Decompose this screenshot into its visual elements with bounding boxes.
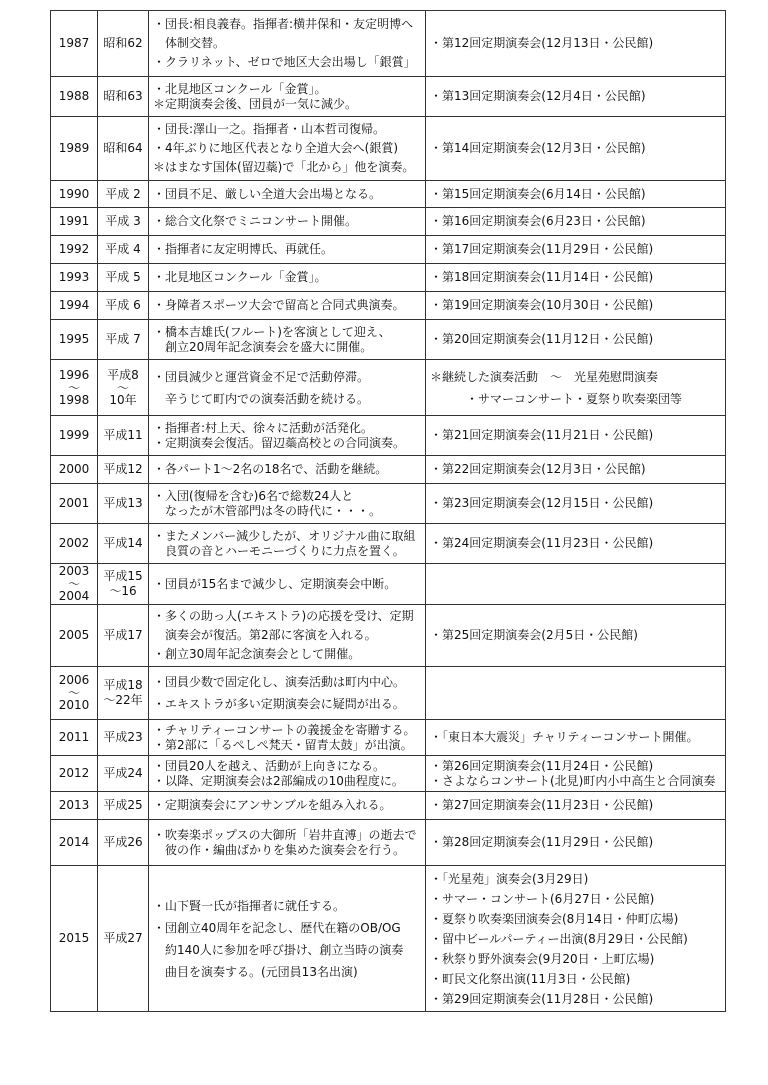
- table-row: [51, 605, 726, 667]
- era-text: 平成 6: [105, 298, 141, 312]
- event-line: ・北見地区コンクール「金賞」。: [153, 81, 327, 96]
- era-cell: [98, 605, 149, 667]
- year-cell: [51, 77, 98, 117]
- year-text: 〜: [67, 382, 80, 393]
- year-text: 〜: [67, 579, 80, 589]
- era-text: 平成 4: [105, 242, 141, 256]
- era-cell: [98, 264, 149, 292]
- concerts-cell: [426, 416, 726, 456]
- concert-line: ・第13回定期演奏会(12月4日・公民館): [430, 89, 646, 103]
- event-line: ・団員20人を越え、活動が上向きになる。: [153, 758, 385, 773]
- events-cell: [149, 605, 426, 667]
- concert-line: ・第23回定期演奏会(12月15日・公民館): [430, 496, 654, 510]
- era-text: 平成17: [103, 628, 143, 642]
- year-text: 2013: [58, 798, 90, 812]
- era-cell: [98, 236, 149, 264]
- event-line: ・第2部に「るぺしぺ梵天・留青太鼓」が出演。: [153, 737, 413, 752]
- year-text: 2000: [58, 462, 90, 476]
- era-cell: [98, 720, 149, 756]
- table-row: [51, 456, 726, 484]
- event-line: 辛うじて町内での演奏活動を続ける。: [153, 391, 370, 406]
- table-row: [51, 208, 726, 236]
- table-row: [51, 667, 726, 720]
- era-cell: [98, 564, 149, 605]
- events-cell: [149, 208, 426, 236]
- concert-line: ・留中ビールパーティー出演(8月29日・公民館): [430, 931, 688, 946]
- event-line: ・総合文化祭でミニコンサート開催。: [153, 214, 358, 228]
- era-cell: [98, 292, 149, 320]
- era-cell: [98, 866, 149, 1012]
- concert-line: ＊継続した演奏活動 〜 光星苑慰問演奏: [430, 369, 659, 384]
- concert-line: ・第22回定期演奏会(12月3日・公民館): [430, 462, 646, 476]
- events-cell: [149, 117, 426, 181]
- history-sheet: [50, 10, 726, 1012]
- concert-line: ・サマーコンサート・夏祭り吹奏楽団等: [430, 391, 683, 406]
- concerts-cell: [426, 484, 726, 524]
- history-table-body: [51, 11, 726, 1012]
- event-line: 体制交替。: [153, 36, 226, 50]
- year-text: 1987: [58, 36, 90, 50]
- era-text: 平成18: [103, 678, 143, 692]
- table-row: [51, 720, 726, 756]
- era-cell: [98, 456, 149, 484]
- table-row: [51, 792, 726, 820]
- concert-line: ・「光星苑」演奏会(3月29日): [430, 871, 589, 886]
- event-line: ・各パート1〜2名の18名で、活動を継続。: [153, 462, 388, 476]
- era-text: 10年: [109, 392, 137, 407]
- year-cell: [51, 208, 98, 236]
- year-text: 1988: [58, 89, 90, 103]
- era-cell: [98, 208, 149, 236]
- era-text: 昭和62: [103, 36, 143, 50]
- event-line: ＊定期演奏会後、団員が一気に減少。: [153, 96, 358, 111]
- era-cell: [98, 117, 149, 181]
- year-text: 1990: [58, 186, 90, 201]
- table-row: [51, 524, 726, 564]
- year-text: 1996: [58, 367, 90, 382]
- era-cell: [98, 181, 149, 208]
- concert-line: ・第19回定期演奏会(10月30日・公民館): [430, 298, 654, 312]
- concert-line: ・第27回定期演奏会(11月23日・公民館): [430, 798, 654, 812]
- year-cell: [51, 416, 98, 456]
- year-text: 2001: [58, 496, 90, 510]
- events-cell: [149, 264, 426, 292]
- era-text: 〜: [116, 382, 129, 393]
- event-line: ・北見地区コンクール「金賞」。: [153, 270, 327, 284]
- era-cell: [98, 320, 149, 360]
- year-cell: [51, 564, 98, 605]
- concert-line: ・夏祭り吹奏楽団演奏会(8月14日・仲町広場): [430, 911, 679, 926]
- concerts-cell: [426, 11, 726, 77]
- events-cell: [149, 292, 426, 320]
- era-text: 平成23: [103, 730, 143, 744]
- era-cell: [98, 667, 149, 720]
- table-row: [51, 264, 726, 292]
- event-line: 創立20周年記念演奏会を盛大に開催。: [153, 339, 373, 354]
- event-line: ・吹奏楽ポップスの大御所「岩井直溥」の逝去で: [153, 827, 417, 842]
- era-text: 平成 7: [105, 332, 141, 346]
- events-cell: [149, 820, 426, 866]
- concerts-cell: [426, 320, 726, 360]
- table-row: [51, 866, 726, 1012]
- event-line: ＊はまなす国体(留辺蘂)で「北から」他を演奏。: [153, 160, 415, 174]
- year-text: 1992: [58, 242, 90, 256]
- year-text: 2002: [58, 536, 90, 550]
- concert-line: ・第14回定期演奏会(12月3日・公民館): [430, 141, 646, 155]
- year-cell: [51, 605, 98, 667]
- era-text: 〜16: [109, 584, 137, 598]
- year-cell: [51, 292, 98, 320]
- concert-line: ・第12回定期演奏会(12月13日・公民館): [430, 36, 654, 50]
- concerts-cell: [426, 820, 726, 866]
- era-text: 平成25: [103, 798, 143, 812]
- era-text: 平成24: [103, 766, 143, 780]
- year-cell: [51, 360, 98, 416]
- table-row: [51, 320, 726, 360]
- era-cell: [98, 416, 149, 456]
- era-text: 平成 2: [105, 186, 141, 201]
- concerts-cell: [426, 77, 726, 117]
- event-line: ・団員少数で固定化し、演奏活動は町内中心。: [153, 675, 406, 689]
- year-cell: [51, 264, 98, 292]
- year-text: 〜: [67, 688, 80, 698]
- era-cell: [98, 11, 149, 77]
- era-text: 昭和63: [103, 89, 143, 103]
- year-text: 2003: [58, 564, 90, 578]
- concert-line: ・町民文化祭出演(11月3日・公民館): [430, 971, 631, 986]
- events-cell: [149, 77, 426, 117]
- concert-line: ・秋祭り野外演奏会(9月20日・上町広場): [430, 951, 655, 966]
- events-cell: [149, 181, 426, 208]
- event-line: ・身障者スポーツ大会で留高と合同式典演奏。: [153, 298, 405, 312]
- era-text: 平成8: [107, 367, 139, 382]
- year-text: 1995: [58, 332, 90, 346]
- year-cell: [51, 320, 98, 360]
- year-cell: [51, 484, 98, 524]
- year-text: 2004: [58, 589, 90, 603]
- event-line: ・定期演奏会復活。留辺蘂高校との合同演奏。: [153, 435, 406, 450]
- year-text: 1991: [58, 214, 90, 228]
- year-text: 2012: [58, 766, 90, 780]
- year-cell: [51, 181, 98, 208]
- era-text: 平成27: [103, 931, 143, 945]
- table-row: [51, 77, 726, 117]
- events-cell: [149, 720, 426, 756]
- era-text: 平成14: [103, 536, 143, 550]
- era-text: 平成 5: [105, 270, 141, 284]
- event-line: ・山下賢一氏が指揮者に就任する。: [153, 898, 346, 913]
- era-text: 平成12: [103, 462, 143, 476]
- events-cell: [149, 320, 426, 360]
- concert-line: ・さよならコンサート(北見)町内小中高生と合同演奏: [430, 773, 716, 788]
- event-line: ・団員が15名まで減少し、定期演奏会中断。: [153, 576, 397, 591]
- concert-line: ・第29回定期演奏会(11月28日・公民館): [430, 991, 654, 1006]
- events-cell: [149, 360, 426, 416]
- concerts-cell: [426, 292, 726, 320]
- concert-line: ・「東日本大震災」チャリティーコンサート開催。: [430, 730, 699, 744]
- concert-line: ・第16回定期演奏会(6月23日・公民館): [430, 214, 646, 228]
- concerts-cell: [426, 667, 726, 720]
- year-cell: [51, 820, 98, 866]
- events-cell: [149, 866, 426, 1012]
- events-cell: [149, 564, 426, 605]
- year-cell: [51, 866, 98, 1012]
- year-text: 2015: [58, 931, 90, 945]
- era-text: 昭和64: [103, 141, 143, 155]
- event-line: ・エキストラが多い定期演奏会に疑問が出る。: [153, 697, 405, 711]
- table-row: [51, 117, 726, 181]
- era-text: 平成26: [103, 835, 143, 849]
- event-line: ・団創立40周年を記念し、歴代在籍のOB/OG: [153, 920, 401, 935]
- table-row: [51, 416, 726, 456]
- concerts-cell: [426, 792, 726, 820]
- concerts-cell: [426, 181, 726, 208]
- year-cell: [51, 756, 98, 792]
- year-cell: [51, 456, 98, 484]
- year-text: 1989: [58, 141, 90, 155]
- concerts-cell: [426, 866, 726, 1012]
- events-cell: [149, 416, 426, 456]
- year-cell: [51, 792, 98, 820]
- concert-line: ・第17回定期演奏会(11月29日・公民館): [430, 242, 654, 256]
- event-line: ・指揮者に友定明博氏、再就任。: [153, 242, 334, 256]
- events-cell: [149, 484, 426, 524]
- table-row: [51, 11, 726, 77]
- event-line: ・団長:澤山一之。指揮者・山本哲司復帰。: [153, 122, 386, 136]
- concerts-cell: [426, 208, 726, 236]
- year-text: 2010: [58, 698, 90, 712]
- table-row: [51, 564, 726, 605]
- event-line: ・チャリティーコンサートの義援金を寄贈する。: [153, 722, 416, 737]
- concerts-cell: [426, 360, 726, 416]
- events-cell: [149, 11, 426, 77]
- year-cell: [51, 720, 98, 756]
- events-cell: [149, 236, 426, 264]
- era-cell: [98, 524, 149, 564]
- concerts-cell: [426, 264, 726, 292]
- concerts-cell: [426, 524, 726, 564]
- era-cell: [98, 77, 149, 117]
- event-line: ・以降、定期演奏会は2部編成の10曲程度に。: [153, 773, 404, 788]
- event-line: ・団員減少と運営資金不足で活動停滞。: [153, 369, 370, 384]
- concert-line: ・第26回定期演奏会(11月24日・公民館): [430, 758, 654, 773]
- concerts-cell: [426, 564, 726, 605]
- era-text: 〜22年: [103, 693, 143, 707]
- era-cell: [98, 360, 149, 416]
- year-cell: [51, 236, 98, 264]
- year-text: 2005: [58, 628, 90, 642]
- era-text: 平成11: [103, 428, 143, 442]
- table-row: [51, 181, 726, 208]
- era-cell: [98, 792, 149, 820]
- event-line: 曲目を演奏する。(元団員13名出演): [153, 964, 358, 979]
- era-text: 平成 3: [105, 214, 141, 228]
- year-cell: [51, 524, 98, 564]
- table-row: [51, 820, 726, 866]
- events-cell: [149, 792, 426, 820]
- year-text: 1993: [58, 270, 90, 284]
- history-table: [50, 10, 726, 1012]
- concerts-cell: [426, 605, 726, 667]
- events-cell: [149, 667, 426, 720]
- year-cell: [51, 11, 98, 77]
- concert-line: ・第24回定期演奏会(11月23日・公民館): [430, 536, 654, 550]
- concerts-cell: [426, 456, 726, 484]
- event-line: ・指揮者:村上天、徐々に活動が活発化。: [153, 420, 374, 435]
- concerts-cell: [426, 236, 726, 264]
- era-cell: [98, 756, 149, 792]
- year-text: 1998: [58, 392, 90, 407]
- event-line: ・橋本吉雄氏(フルート)を客演として迎え、: [153, 324, 391, 339]
- event-line: 良質の音とハーモニーづくりに力点を置く。: [153, 543, 405, 558]
- concert-line: ・サマー・コンサート(6月27日・公民館): [430, 891, 655, 906]
- year-cell: [51, 667, 98, 720]
- year-text: 1999: [58, 428, 90, 442]
- table-row: [51, 292, 726, 320]
- event-line: ・団員不足、厳しい全道大会出場となる。: [153, 186, 382, 201]
- table-row: [51, 756, 726, 792]
- year-text: 2011: [58, 730, 90, 744]
- table-row: [51, 236, 726, 264]
- event-line: ・定期演奏会にアンサンブルを組み入れる。: [153, 798, 392, 812]
- event-line: ・創立30周年記念演奏会として開催。: [153, 647, 361, 661]
- year-text: 2014: [58, 835, 90, 849]
- table-row: [51, 484, 726, 524]
- event-line: 彼の作・編曲ばかりを集めた演奏会を行う。: [153, 842, 406, 857]
- era-cell: [98, 820, 149, 866]
- year-cell: [51, 117, 98, 181]
- event-line: ・団長:相良義春。指揮者:横井保和・友定明博へ: [153, 17, 414, 31]
- concert-line: ・第20回定期演奏会(11月12日・公民館): [430, 332, 654, 346]
- concerts-cell: [426, 720, 726, 756]
- events-cell: [149, 756, 426, 792]
- event-line: 演奏会が復活。第2部に客演を入れる。: [153, 628, 377, 642]
- event-line: なったが木管部門は冬の時代に・・・。: [153, 503, 382, 518]
- concert-line: ・第28回定期演奏会(11月29日・公民館): [430, 835, 654, 849]
- year-text: 2006: [58, 673, 90, 687]
- concert-line: ・第21回定期演奏会(11月21日・公民館): [430, 428, 654, 442]
- event-line: ・またメンバー減少したが、オリジナル曲に取組: [153, 528, 416, 543]
- table-row: [51, 360, 726, 416]
- concert-line: ・第18回定期演奏会(11月14日・公民館): [430, 270, 654, 284]
- events-cell: [149, 456, 426, 484]
- concerts-cell: [426, 756, 726, 792]
- concert-line: ・第25回定期演奏会(2月5日・公民館): [430, 628, 638, 642]
- concert-line: ・第15回定期演奏会(6月14日・公民館): [430, 186, 646, 201]
- event-line: ・入団(復帰を含む)6名で総数24人と: [153, 488, 354, 503]
- era-text: 平成13: [103, 496, 143, 510]
- era-text: 平成15: [103, 569, 143, 583]
- event-line: ・4年ぶりに地区代表となり全道大会へ(銀賞): [153, 141, 398, 155]
- events-cell: [149, 524, 426, 564]
- event-line: ・多くの助っ人(エキストラ)の応援を受け、定期: [153, 609, 414, 623]
- era-cell: [98, 484, 149, 524]
- concerts-cell: [426, 117, 726, 181]
- event-line: 約140人に参加を呼び掛け、創立当時の演奏: [153, 942, 404, 957]
- year-text: 1994: [58, 298, 90, 312]
- event-line: ・クラリネット、ゼロで地区大会出場し「銀賞」: [153, 55, 416, 69]
